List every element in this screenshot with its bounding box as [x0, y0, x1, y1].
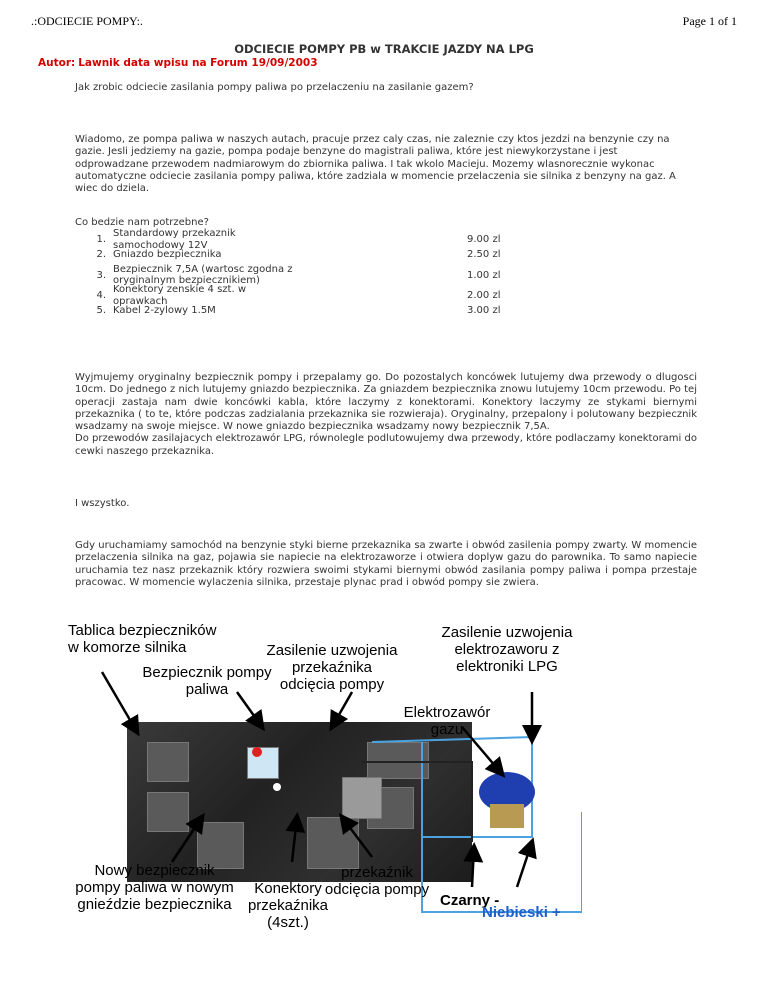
- closing-line: I wszystko.: [75, 498, 130, 509]
- czarny-text: Czarny: [440, 892, 491, 909]
- niebieski-text: Niebieski: [482, 904, 548, 921]
- explanation-paragraph: Gdy uruchamiamy samochód na benzynie styki bierne przekaznika sa zwarte i obwód zasilenia pompy zwarty. W momencie przelaczenia silnika na gaz, pojawia sie napiecie na elektrozaworze i otwiera doplyw gazu do parownika. To samo napiecie uruchamia tez nasz przekaznik który rozwiera swoimi stykami biernymi obwód zasilania pompy paliwa i pompa przestaje pracowac. W momencie wylaczenia silnika, przestaje plynac prad i obwód pompy sie zwiera.: [75, 540, 697, 588]
- instructions-part-2: Do przewodów zasilajacych elektrozawór LPG, równolegle podlutowujemy dwa przewody, które podlaczamy konektorami do cewki naszego przekaznika.: [75, 433, 697, 457]
- label-bezpiecznik-pompy: Bezpiecznik pompy paliwa: [142, 664, 272, 698]
- black-wire: [362, 762, 472, 842]
- print-header: [31, 14, 737, 29]
- arrow: [292, 817, 297, 862]
- item-price: 2.50 zl: [467, 249, 501, 260]
- arrow: [332, 692, 352, 727]
- item-description: Standardowy przekaznik samochodowy 12V: [113, 228, 236, 251]
- item-number: 4.: [96, 290, 106, 301]
- page-tab-title: .:ODCIECIE POMPY:.: [31, 14, 143, 28]
- label-nowy-bezpiecznik: Nowy bezpiecznik pompy paliwa w nowym gnieździe bezpiecznika: [75, 862, 234, 913]
- author-label: Autor:: [38, 57, 76, 69]
- list-item: [75, 247, 535, 262]
- plus-sign: +: [552, 904, 561, 921]
- item-description: Gniazdo bezpiecznika: [113, 248, 222, 260]
- lpg-valve-icon: [479, 772, 535, 828]
- item-description: Bezpiecznik 7,5A (wartosc zgodna z oryginalnym bezpiecznikiem): [113, 263, 293, 286]
- label-zasilenie-przekaznika: Zasilenie uzwojenia przekaźnika odcięcia pompy: [266, 642, 398, 693]
- arrow: [172, 817, 202, 862]
- author-value: Lawnik data wpisu na Forum 19/09/2003: [78, 57, 318, 69]
- label-niebieski: [482, 904, 561, 921]
- white-marker: [273, 783, 281, 791]
- red-marker: [252, 747, 262, 757]
- minus-sign: -: [494, 892, 500, 909]
- list-item: [75, 284, 535, 307]
- item-price: 9.00 zl: [467, 234, 501, 245]
- label-tablica: Tablica bezpieczników w komorze silnika: [68, 622, 217, 656]
- list-item: [75, 303, 535, 318]
- parts-list: [75, 228, 535, 318]
- label-konektory: Konektory przekaźnika (4szt.): [247, 880, 329, 931]
- item-number: 2.: [96, 249, 106, 260]
- item-price: 3.00 zl: [467, 305, 501, 316]
- article-title: ODCIECIE POMPY PB w TRAKCIE JAZDY NA LPG: [234, 42, 534, 56]
- label-przekaznik: przekaźnik odcięcia pompy: [324, 864, 430, 898]
- intro-paragraph: Wiadomo, ze pompa paliwa w naszych autach, pracuje przez caly czas, nie zaleznie czy ktos jezdzi na benzynie czy na gazie. Jesli jedziemy na gazie, pompa podaje benzyne do magistrali paliwa, które jest niewykorzystane i jest odprowadzane przewodem nadmiarowym do zbiornika paliwa. I tak wkolo Macieju. Mozemy wlasnorecznie wykonac automatyczne odciecie zasilania pompy paliwa, które zadziala w momencie przelaczenia sie silnika z benzyny na gaz. A wiec do dziela.: [75, 134, 676, 195]
- needs-heading: Co bedzie nam potrzebne?: [75, 217, 209, 228]
- author-line: [38, 57, 318, 69]
- arrow: [472, 847, 474, 887]
- arrow: [517, 842, 532, 887]
- label-zasilenie-elektrozaworu: Zasilenie uzwojenia elektrozaworu z elektroniki LPG: [441, 624, 573, 675]
- label-elektrozawor: Elektrozawór gazu: [403, 704, 491, 738]
- list-item: [75, 228, 535, 251]
- item-number: 3.: [96, 269, 106, 281]
- item-price: 1.00 zl: [467, 269, 501, 281]
- instructions-paragraph: [75, 372, 697, 458]
- instructions-part-1: Wyjmujemy oryginalny bezpiecznik pompy i przepalamy go. Do pozostalych koncówek lutujemy dwa przewody o dlugosci 10cm. Do jednego z nich lutujemy gniazdo bezpiecznika. Za gniazdem bezpiecznika znowu lutujemy 10cm przewodu. Po tej operacji zastaja nam dwie koncówki kabla, które laczymy z konektorami. Konektory laczymy ze stykami biernymi przekaznika ( to te, które podczas zadzialania przekaznika sie rozwieraja). Oryginalny, przepalony i polutowany bezpiecznik wsadzamy na swoje miejsce. W nowe gniazdo bezpiecznika wsadzamy nowy bezpiecznik 7,5A.: [75, 372, 697, 433]
- item-number: 1.: [96, 234, 106, 245]
- item-description: Kabel 2-zylowy 1.5M: [113, 304, 216, 316]
- arrow: [342, 817, 372, 857]
- page-number: Page 1 of 1: [682, 14, 737, 28]
- question-text: Jak zrobic odciecie zasilania pompy paliwa po przelaczeniu na zasilanie gazem?: [75, 82, 474, 93]
- item-number: 5.: [96, 305, 106, 316]
- item-description: Konektory zenskie 4 szt. w oprawkach: [113, 284, 247, 307]
- item-price: 2.00 zl: [467, 290, 501, 301]
- wiring-diagram: [62, 612, 582, 931]
